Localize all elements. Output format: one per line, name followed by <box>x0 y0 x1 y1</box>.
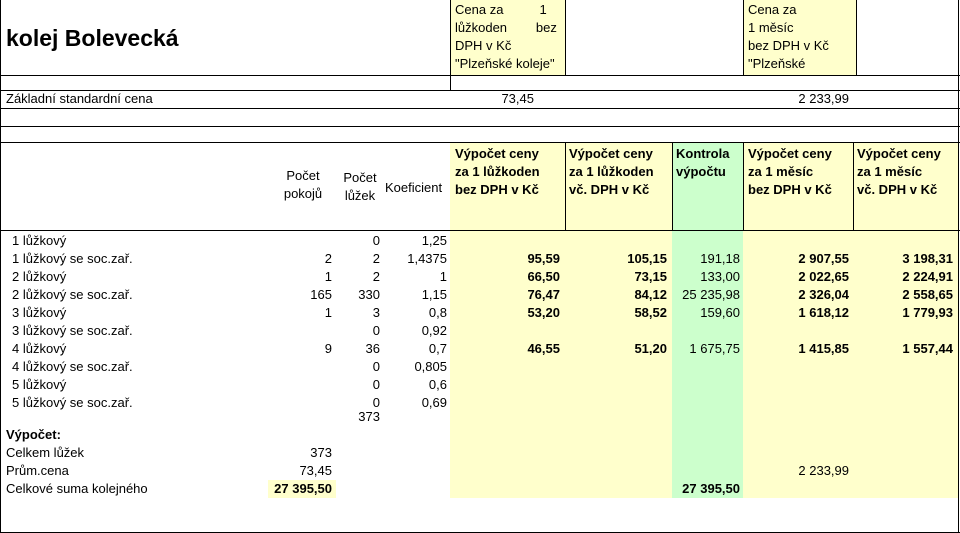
header-calc-excl-line: bez DPH v Kč <box>455 182 539 197</box>
base-price-label: Základní standardní cena <box>6 91 153 106</box>
header-price-bed-line-1: Cena za 1 <box>455 2 547 17</box>
row-room-type: 2 lůžkový se soc.zař. <box>12 287 133 302</box>
header-price-bed-line-4: "Plzeňské koleje" <box>455 56 555 71</box>
row-room-type: 4 lůžkový <box>12 341 67 356</box>
row-control: 1 675,75 <box>689 341 740 356</box>
beds-total: 373 <box>358 409 380 424</box>
grid-line <box>743 0 744 75</box>
row-coefficient: 1,25 <box>421 233 447 248</box>
grid-line <box>0 142 960 143</box>
grid-line <box>672 142 673 230</box>
row-rooms-count: 9 <box>324 341 332 356</box>
row-coefficient: 0,7 <box>428 341 447 356</box>
row-rooms-count: 165 <box>310 287 332 302</box>
row-calc-incl: 58,52 <box>634 305 667 320</box>
header-price-month-line-4: "Plzeňské <box>748 56 806 71</box>
grid-line <box>958 0 959 533</box>
row-room-type: 2 lůžkový <box>12 269 67 284</box>
row-month-incl: 1 557,44 <box>902 341 953 356</box>
row-calc-excl: 46,55 <box>527 341 560 356</box>
row-calc-excl: 66,50 <box>527 269 560 284</box>
row-beds-count: 0 <box>372 233 380 248</box>
row-calc-incl: 73,15 <box>634 269 667 284</box>
grid-line <box>0 75 960 76</box>
grid-line <box>450 0 451 90</box>
header-month-incl-line: vč. DPH v Kč <box>857 182 938 197</box>
row-calc-excl: 95,59 <box>527 251 560 266</box>
header-calc-incl-line: Výpočet ceny <box>569 146 653 161</box>
grid-line <box>0 126 960 127</box>
grid-line <box>565 142 566 230</box>
row-beds-count: 0 <box>372 395 380 410</box>
header-beds <box>336 170 384 204</box>
grid-line <box>853 142 854 230</box>
row-beds-count: 2 <box>372 251 380 266</box>
row-room-type: 5 lůžkový se soc.zař. <box>12 395 133 410</box>
total-sum-control: 27 395,50 <box>682 481 740 496</box>
row-beds-count: 0 <box>372 377 380 392</box>
grid-line <box>0 230 960 231</box>
row-control: 191,18 <box>700 251 740 266</box>
row-coefficient: 0,6 <box>428 377 447 392</box>
header-month-incl-line: za 1 měsíc <box>857 164 923 179</box>
header-rooms <box>276 168 330 202</box>
row-calc-excl: 53,20 <box>527 305 560 320</box>
row-beds-count: 0 <box>372 359 380 374</box>
row-room-type: 1 lůžkový <box>12 233 67 248</box>
summary-heading: Výpočet: <box>6 427 61 442</box>
row-rooms-count: 1 <box>324 269 332 284</box>
total-sum-value: 27 395,50 <box>274 481 332 496</box>
header-price-bed-line-3: DPH v Kč <box>455 38 512 53</box>
row-room-type: 3 lůžkový <box>12 305 67 320</box>
grid-line <box>0 108 960 109</box>
header-price-bed-line-2: lůžkoden bez <box>455 20 557 35</box>
row-control: 25 235,98 <box>682 287 740 302</box>
row-month-incl: 1 779,93 <box>902 305 953 320</box>
avg-price-month: 2 233,99 <box>798 463 849 478</box>
row-room-type: 3 lůžkový se soc.zař. <box>12 323 133 338</box>
row-room-type: 4 lůžkový se soc.zař. <box>12 359 133 374</box>
row-beds-count: 36 <box>365 341 380 356</box>
total-beds-value: 373 <box>310 445 332 460</box>
row-coefficient: 0,805 <box>414 359 447 374</box>
row-coefficient: 0,8 <box>428 305 447 320</box>
header-rooms-line: Počet <box>286 168 320 183</box>
total-sum-label: Celkové suma kolejného <box>6 481 148 496</box>
row-room-type: 5 lůžkový <box>12 377 67 392</box>
header-beds-line: lůžek <box>344 188 376 203</box>
grid-line <box>856 0 857 75</box>
row-rooms-count: 1 <box>324 305 332 320</box>
row-month-incl: 2 224,91 <box>902 269 953 284</box>
row-calc-incl: 51,20 <box>634 341 667 356</box>
avg-price-label: Prům.cena <box>6 463 69 478</box>
header-rooms-line: pokojů <box>283 186 323 201</box>
row-beds-count: 3 <box>372 305 380 320</box>
row-coefficient: 1,4375 <box>407 251 447 266</box>
header-control-line: výpočtu <box>676 164 726 179</box>
row-month-excl: 2 326,04 <box>798 287 849 302</box>
header-calc-incl <box>569 146 654 198</box>
row-month-incl: 2 558,65 <box>902 287 953 302</box>
row-month-excl: 2 907,55 <box>798 251 849 266</box>
row-beds-count: 0 <box>372 323 380 338</box>
header-calc-incl-line: vč. DPH v Kč <box>569 182 650 197</box>
header-month-excl <box>748 146 832 198</box>
row-month-excl: 2 022,65 <box>798 269 849 284</box>
grid-line <box>743 142 744 230</box>
row-rooms-count: 2 <box>324 251 332 266</box>
page-title: kolej Bolevecká <box>6 25 179 51</box>
header-month-incl <box>857 146 941 198</box>
row-control: 159,60 <box>700 305 740 320</box>
base-price-per-month: 2 233,99 <box>798 91 849 106</box>
row-beds-count: 2 <box>372 269 380 284</box>
header-month-excl-line: Výpočet ceny <box>748 146 832 161</box>
header-month-incl-line: Výpočet ceny <box>857 146 941 161</box>
row-beds-count: 330 <box>358 287 380 302</box>
header-month-excl-line: za 1 měsíc <box>748 164 814 179</box>
base-price-per-bed: 73,45 <box>501 91 534 106</box>
row-coefficient: 1,15 <box>421 287 447 302</box>
header-beds-line: Počet <box>343 170 377 185</box>
header-calc-incl-line: za 1 lůžkoden <box>569 164 654 179</box>
header-calc-excl <box>455 146 540 198</box>
header-calc-excl-line: za 1 lůžkoden <box>455 164 540 179</box>
row-month-incl: 3 198,31 <box>902 251 953 266</box>
header-price-month-line-3: bez DPH v Kč <box>748 38 829 53</box>
header-calc-excl-line: Výpočet ceny <box>455 146 539 161</box>
row-month-excl: 1 618,12 <box>798 305 849 320</box>
grid-line <box>565 0 566 75</box>
header-price-month-line-2: 1 měsíc <box>748 20 794 35</box>
avg-price-value: 73,45 <box>299 463 332 478</box>
row-calc-excl: 76,47 <box>527 287 560 302</box>
row-room-type: 1 lůžkový se soc.zař. <box>12 251 133 266</box>
header-month-excl-line: bez DPH v Kč <box>748 182 832 197</box>
grid-line <box>0 0 1 533</box>
header-control-line: Kontrola <box>676 146 730 161</box>
total-beds-label: Celkem lůžek <box>6 445 85 460</box>
row-coefficient: 0,92 <box>421 323 447 338</box>
row-calc-incl: 105,15 <box>627 251 667 266</box>
row-coefficient: 0,69 <box>421 395 447 410</box>
header-coefficient: Koeficient <box>385 180 443 195</box>
header-control <box>676 146 729 180</box>
row-month-excl: 1 415,85 <box>798 341 849 356</box>
row-calc-incl: 84,12 <box>634 287 667 302</box>
row-control: 133,00 <box>700 269 740 284</box>
row-coefficient: 1 <box>439 269 447 284</box>
header-price-month-line-1: Cena za <box>748 2 797 17</box>
